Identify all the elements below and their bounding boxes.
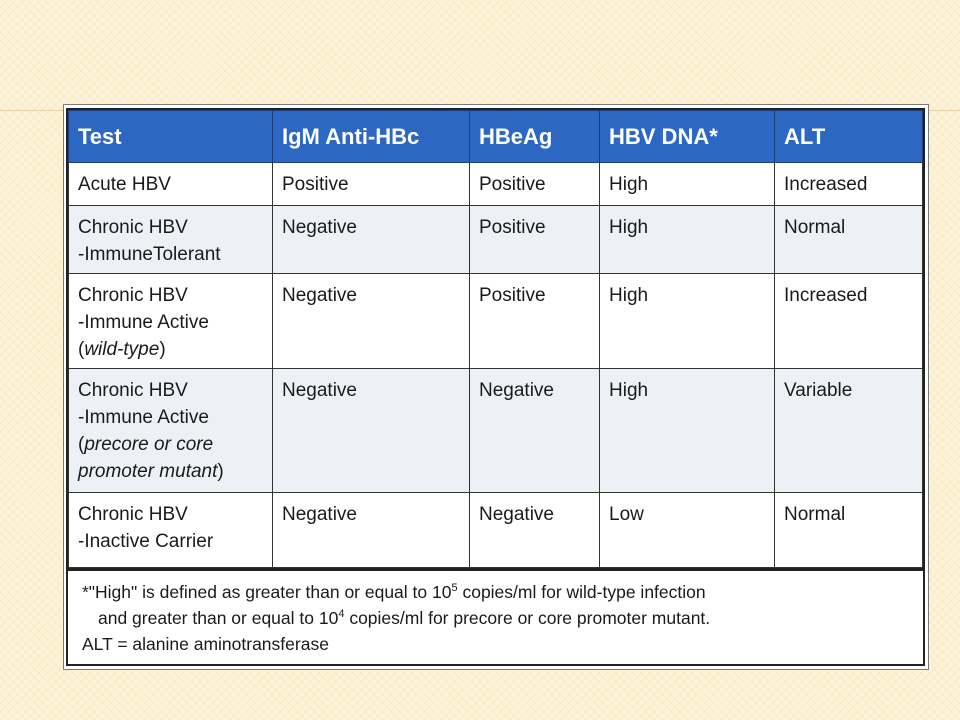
cell-dna: High (600, 206, 775, 274)
paren-close: ) (217, 461, 224, 482)
cell-dna: High (600, 163, 775, 206)
test-line-1: Chronic HBV (78, 504, 188, 525)
header-hbv-dna: HBV DNA* (600, 111, 775, 163)
exponent: 4 (338, 608, 345, 621)
test-line-1: Chronic HBV (78, 285, 188, 306)
footnote-text: *"High" is defined as greater than or equal to 10 (82, 582, 452, 602)
paren-open: ( (78, 434, 85, 455)
cell-hbeag: Positive (470, 163, 600, 206)
cell-alt: Increased (775, 163, 923, 206)
cell-test (69, 206, 273, 274)
cell-igm: Positive (273, 163, 470, 206)
table-row (69, 163, 923, 206)
header-row (69, 111, 923, 163)
test-line-2: -Immune Active (78, 312, 209, 333)
table-footnote (68, 568, 923, 664)
footnote-abbreviation: ALT = alanine aminotransferase (82, 634, 329, 654)
cell-dna: Low (600, 493, 775, 568)
test-line-2: -ImmuneTolerant (78, 244, 221, 265)
test-line-1: Chronic HBV (78, 380, 188, 401)
test-line-3-italic: precore or core (84, 434, 214, 455)
cell-test (69, 493, 273, 568)
cell-hbeag: Positive (470, 274, 600, 369)
cell-igm: Negative (273, 369, 470, 493)
header-igm-anti-hbc: IgM Anti-HBc (273, 111, 470, 163)
cell-alt: Increased (775, 274, 923, 369)
footnote-text: and greater than or equal to 10 (98, 608, 339, 628)
cell-alt: Normal (775, 493, 923, 568)
cell-hbeag: Negative (470, 369, 600, 493)
test-line-3-italic: wild-type (84, 339, 160, 360)
cell-igm: Negative (273, 274, 470, 369)
table-row (69, 274, 923, 369)
cell-test (69, 369, 273, 493)
header-hbeag: HBeAg (470, 111, 600, 163)
test-line-2: -Immune Active (78, 407, 209, 428)
paren-open: ( (78, 339, 85, 360)
table-row (69, 369, 923, 493)
footnote-line-2 (82, 605, 909, 631)
footnote-line-1 (82, 579, 909, 605)
table-row (69, 493, 923, 568)
cell-test (69, 163, 273, 206)
test-line-4-italic: promoter mutant (78, 461, 218, 482)
cell-dna: High (600, 274, 775, 369)
header-test: Test (69, 111, 273, 163)
footnote-text: copies/ml for wild-type infection (457, 582, 706, 602)
cell-alt: Normal (775, 206, 923, 274)
hbv-serology-table (68, 110, 923, 568)
cell-igm: Negative (273, 206, 470, 274)
test-line-2: -Inactive Carrier (78, 531, 214, 552)
hbv-serology-table-block (66, 108, 925, 666)
cell-hbeag: Positive (470, 206, 600, 274)
test-line-1: Chronic HBV (78, 217, 188, 238)
exponent: 5 (451, 582, 458, 595)
table-row (69, 206, 923, 274)
cell-hbeag: Negative (470, 493, 600, 568)
paren-close: ) (159, 339, 166, 360)
cell-test (69, 274, 273, 369)
cell-dna: High (600, 369, 775, 493)
cell-alt: Variable (775, 369, 923, 493)
header-alt: ALT (775, 111, 923, 163)
footnote-text: copies/ml for precore or core promoter mutant. (344, 608, 711, 628)
test-line-1: Acute HBV (78, 174, 171, 195)
cell-igm: Negative (273, 493, 470, 568)
